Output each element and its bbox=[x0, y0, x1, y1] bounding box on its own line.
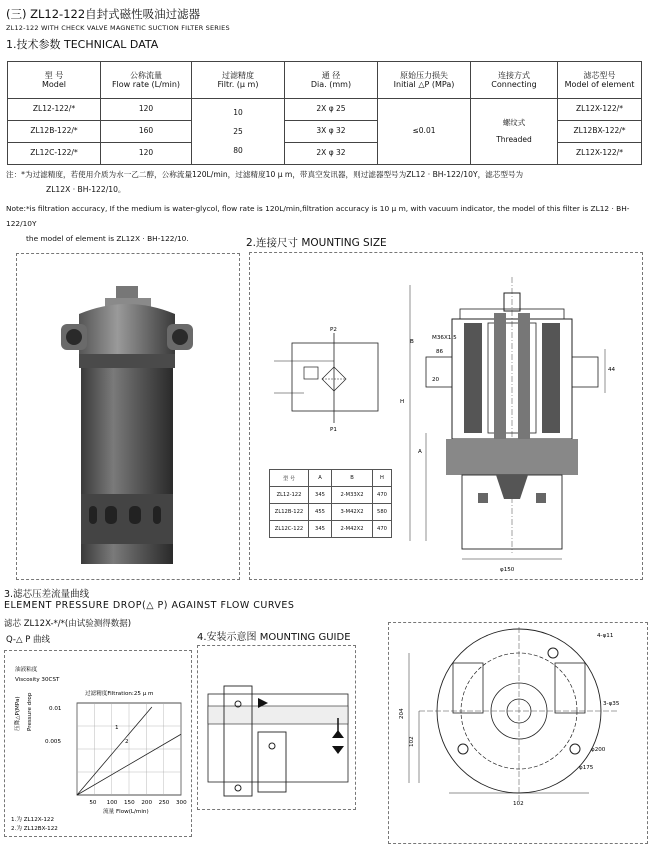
cell-flow: 120 bbox=[101, 143, 192, 165]
table-row: ZL12B-122 455 3-M42X2 580 bbox=[270, 504, 392, 521]
top-view-panel bbox=[388, 622, 648, 844]
cell-model: ZL12-122/* bbox=[8, 99, 101, 121]
dim-204: 204 bbox=[399, 708, 405, 719]
cell-dia: 2X φ 32 bbox=[285, 143, 378, 165]
dim-44: 44 bbox=[608, 367, 616, 373]
dim-4-d11: 4-φ11 bbox=[597, 633, 614, 639]
schematic-box bbox=[292, 343, 378, 411]
cell-element: ZL12X-122/* bbox=[558, 99, 642, 121]
cell-pressure: ≤0.01 bbox=[378, 99, 471, 165]
filter-photo bbox=[17, 254, 239, 579]
note-chinese: 注：*为过滤精度，若使用介质为水一乙二醇，公称流量120L/min，过滤精度10 μ m，带真空发讯器，则过滤器型号为ZL12 · BH-122/10Y，滤芯型号为 ZL12X · BH-122/10。 bbox=[6, 170, 524, 194]
element-line: 滤芯 ZL12X-*/*(由试验测得数据) bbox=[4, 619, 132, 629]
x-tick: 200 bbox=[141, 800, 153, 806]
section-curves-en: ELEMENT PRESSURE DROP(△ P) AGAINST FLOW CURVES bbox=[4, 600, 295, 611]
x-tick: 100 bbox=[106, 800, 118, 806]
cell-dia: 2X φ 25 bbox=[285, 99, 378, 121]
curves-panel bbox=[4, 650, 192, 837]
legend-2: 2.为 ZL12BX-122 bbox=[11, 826, 58, 832]
curve-1 bbox=[77, 707, 152, 795]
section-technical-data: 1.技术参数 TECHNICAL DATA bbox=[6, 38, 159, 51]
x-label: 流量 Flow(L/min) bbox=[103, 809, 149, 815]
dim-3-d35: 3-φ35 bbox=[603, 701, 620, 707]
col-model: 型 号 Model bbox=[8, 62, 101, 99]
pressure-flow-chart bbox=[5, 651, 191, 836]
y-tick: 0.005 bbox=[45, 739, 62, 745]
dim-102-vertical: 102 bbox=[409, 736, 415, 747]
dim-a: A bbox=[418, 449, 422, 455]
medium-en: Viscosity 30CST bbox=[15, 677, 60, 683]
mounting-guide-drawing bbox=[198, 646, 355, 809]
y-label-en: Pressure drop bbox=[27, 692, 33, 731]
spec-table bbox=[7, 61, 642, 165]
schematic-p2: P2 bbox=[330, 327, 337, 333]
dim-m36: M36X1.5 bbox=[432, 335, 457, 341]
cell-connecting: 螺纹式 Threaded bbox=[471, 99, 558, 165]
cell-filtr: 10 25 80 bbox=[192, 99, 285, 165]
section-curves-cn: 3.滤芯压差流量曲线 bbox=[4, 589, 90, 600]
model-dimension-table: 型 号 A B H ZL12-122 345 2-M33X2 470 ZL12B-122 455 3-M42X2 580 ZL12C-122 345 2-M42X2 470 bbox=[269, 469, 392, 538]
qdp-label: Q-△ P 曲线 bbox=[6, 635, 51, 645]
col-element: 滤芯型号 Model of element bbox=[558, 62, 642, 99]
cell-flow: 160 bbox=[101, 121, 192, 143]
schematic-p1: P1 bbox=[330, 427, 337, 433]
table-row: ZL12-122 345 2-M33X2 470 bbox=[270, 487, 392, 504]
filter-section-drawing bbox=[400, 277, 616, 573]
product-photo-panel bbox=[16, 253, 240, 580]
col-pressure: 原始压力损失 Initial △P (MPa) bbox=[378, 62, 471, 99]
dim-d200: φ200 bbox=[591, 747, 606, 753]
medium-cn: 油液粘度 bbox=[15, 667, 38, 673]
cell-element: ZL12X-122/* bbox=[558, 143, 642, 165]
dim-102-horizontal: 102 bbox=[513, 801, 524, 807]
curve-label-1: 1 bbox=[115, 725, 119, 731]
dim-d150: φ150 bbox=[500, 567, 515, 573]
col-filtr: 过滤精度 Filtr. (μ m) bbox=[192, 62, 285, 99]
cell-dia: 3X φ 32 bbox=[285, 121, 378, 143]
y-tick: 0.01 bbox=[49, 706, 62, 712]
section-mounting-size: 2.连接尺寸 MOUNTING SIZE bbox=[246, 237, 387, 249]
top-view-drawing bbox=[389, 623, 647, 843]
dim-86: 86 bbox=[436, 349, 444, 355]
cell-flow: 120 bbox=[101, 99, 192, 121]
table-row bbox=[8, 99, 642, 121]
cell-model: ZL12B-122/* bbox=[8, 121, 101, 143]
col-flow: 公称流量 Flow rate (L/min) bbox=[101, 62, 192, 99]
x-tick: 150 bbox=[124, 800, 135, 806]
section-mounting-guide: 4.安装示意图 MOUNTING GUIDE bbox=[197, 632, 351, 643]
y-label-cn: 压降△P(MPa) bbox=[15, 696, 21, 731]
x-tick: 250 bbox=[158, 800, 170, 806]
x-tick: 50 bbox=[89, 800, 97, 806]
cell-element: ZL12BX-122/* bbox=[558, 121, 642, 143]
filtration-label: 过滤精度Filtration:25 μ m bbox=[85, 691, 154, 697]
guide-panel bbox=[197, 645, 356, 810]
x-tick: 300 bbox=[176, 800, 187, 806]
page-title: (三) ZL12-122自封式磁性吸油过滤器 bbox=[6, 7, 201, 21]
note-english: Note:*is filtration accuracy, If the medium is water-glycol, flow rate is 120L/min,filtration accuracy is 10 μ m, with vacuum indicator, the model of this filter is ZL12 · BH-122/10Y the model of element is ZL12X · BH-122/10. bbox=[6, 204, 630, 243]
col-dia: 通 径 Dia. (mm) bbox=[285, 62, 378, 99]
dim-d175: φ175 bbox=[579, 765, 594, 771]
page-subtitle: ZL12-122 WITH CHECK VALVE MAGNETIC SUCTION FILTER SERIES bbox=[6, 24, 230, 32]
table-row: ZL12C-122 345 2-M42X2 470 bbox=[270, 521, 392, 538]
legend-1: 1.为 ZL12X-122 bbox=[11, 817, 55, 823]
dim-20: 20 bbox=[432, 377, 440, 383]
col-connecting: 连接方式 Connecting bbox=[471, 62, 558, 99]
dim-b: B bbox=[410, 339, 414, 345]
curve-label-2: 2 bbox=[125, 739, 129, 745]
cell-model: ZL12C-122/* bbox=[8, 143, 101, 165]
spec-header-row bbox=[8, 62, 642, 99]
dim-h: H bbox=[400, 399, 405, 405]
